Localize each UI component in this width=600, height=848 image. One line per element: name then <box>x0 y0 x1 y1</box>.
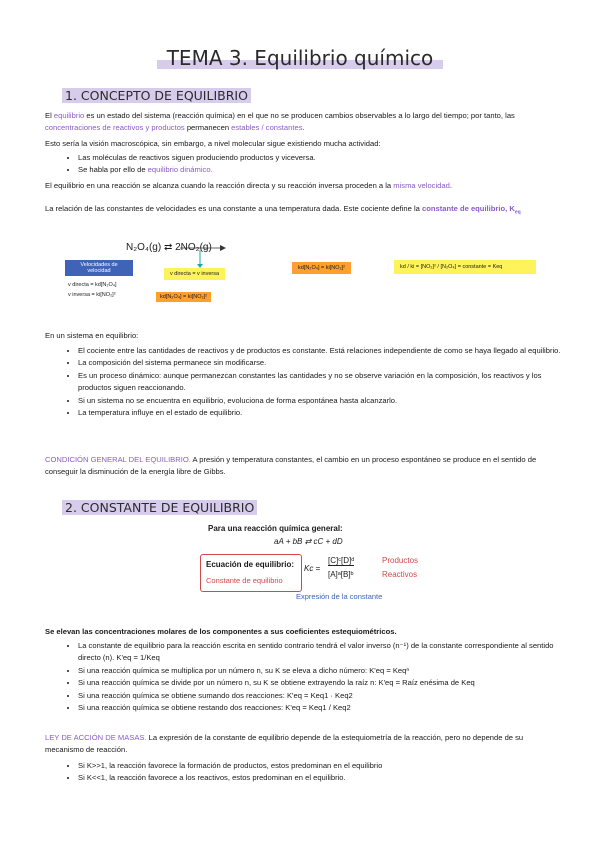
kc-figure <box>200 524 430 610</box>
productos-label: Productos <box>382 556 419 565</box>
yellow-equality: v directa = v inversa <box>164 268 225 280</box>
kc-denominator: [A]ᵃ[B]ᵇ <box>328 570 354 579</box>
double-arrow-icon <box>160 238 230 268</box>
list-item: • La temperatura influye en el estado de equilibrio. <box>78 407 568 419</box>
list-item: • La constante de equilibrio para la reacción escrita en sentido contrario tendrá el valor inverso (n⁻¹) de la constante correspondiente al sentido directo (n). K'eq = 1/Keq <box>78 640 568 665</box>
paragraph-keq: La relación de las constantes de velocidades es una constante a una temperatura dada. Este cociente define la constante de equilibrio, $K_{eq}$ <box>45 204 521 216</box>
equation-label: Ecuación de equilibrio: <box>206 560 295 569</box>
reactivos-label: Reactivos <box>382 570 418 579</box>
eq-inverse: v inversa = ki[NO₂]² <box>68 292 116 298</box>
list-item: • Si una reacción química se divide por un número n, su K se obtiene extrayendo la raíz n: K'eq = Raíz enésima de Keq <box>78 677 568 689</box>
equilibrium-figure <box>60 238 540 310</box>
list-item: • Si una reacción química se obtiene sumando dos reacciones: K'eq = Keq1 · Keq2 <box>78 690 568 702</box>
paragraph-en-equilibrio: En un sistema en equilibrio: <box>45 331 139 340</box>
keq-expression: kd / ki = [NO₂]² / [N₂O₄] = constante = Keq <box>394 260 536 274</box>
list-item: • La composición del sistema permanece sin modificarse. <box>78 357 568 369</box>
list-properties <box>62 345 568 419</box>
list-item: • Si K>>1, la reacción favorece la formación de productos, estos predominan en el equilibrio <box>78 760 568 772</box>
paragraph-ley: LEY DE ACCIÓN DE MASAS. La expresión de la constante de equilibrio depende de la estequiometría de la reacción, pero no depende de su mecanismo de reacción. <box>45 733 524 755</box>
reaction-text: N₂O₄(g) ⇄ 2NO₂(g) <box>126 242 212 253</box>
list-item: • Las moléculas de reactivos siguen produciendo productos y viceversa. <box>78 152 568 164</box>
list-item: • Si una reacción química se obtiene restando dos reacciones: K'eq = Keq1 / Keq2 <box>78 702 568 714</box>
list-item: • Si K<<1, la reacción favorece a los reactivos, estos predominan en el equilibrio. <box>78 772 568 784</box>
expression-label: Expresión de la constante <box>296 592 383 601</box>
list-item: • Si un sistema no se encuentra en equilibrio, evoluciona de forma espontánea hasta alcanzarlo. <box>78 395 568 407</box>
page-title: TEMA 3. Equilibrio químico <box>0 46 600 70</box>
list-k <box>62 760 568 785</box>
list-item: • Es un proceso dinámico: aunque permanezcan constantes las cantidades y no se observe variación en la composición, los reactivos y los productos siguen reaccionando. <box>78 370 568 395</box>
paragraph-condicion: CONDICIÓN GENERAL DEL EQUILIBRIO. A presión y temperatura constantes, el cambio en un proceso espontáneo se produce en el sentido de conseguir la disminución de la energía libre de Gibbs. <box>45 455 537 477</box>
general-reaction-label: Para una reacción química general: <box>208 524 343 533</box>
eq-direct: v directa = kd[N₂O₄] <box>68 282 117 288</box>
kc-symbol: Kc = <box>304 564 321 573</box>
paragraph-velocity: El equilibrio en una reacción se alcanza cuando la reacción directa y su reacción inversa proceden a la misma velocidad. <box>45 181 452 190</box>
list-dynamic <box>62 152 568 177</box>
kc-numerator: [C]ᶜ[D]ᵈ <box>328 556 355 565</box>
section-heading-2: 2. CONSTANTE DE EQUILIBRIO <box>62 500 257 515</box>
paragraph-macroscopic: Esto sería la visión macroscópica, sin embargo, a nivel molecular sigue existiendo mucha actividad: <box>45 139 381 148</box>
section-heading-1: 1. CONCEPTO DE EQUILIBRIO <box>62 88 251 103</box>
velocity-box: Velocidades de velocidad <box>65 260 133 276</box>
list-item: • El cociente entre las cantidades de reactivos y de productos es constante. Está relaciones independiente de como se haya llegado al equilibrio. <box>78 345 568 357</box>
orange-equality: kd[N₂O₄] = ki[NO₂]² <box>292 262 351 274</box>
list-rules <box>62 640 568 714</box>
general-reaction: aA + bB ⇄ cC + dD <box>274 537 343 546</box>
list-item: • Se habla por ello de equilibrio dinámico. <box>78 164 568 176</box>
orange-equality-mid: kd[N₂O₄] = ki[NO₂]² <box>156 292 211 302</box>
list-item: • Si una reacción química se multiplica por un número n, su K se eleva a dicho número: K'eq = Keqⁿ <box>78 665 568 677</box>
paragraph-equilibrio: El equilibrio es un estado del sistema (reacción química) en el que no se producen cambios observables a lo largo del tiempo; por tanto, las concentraciones de reactivos y productos permanecen estables / constantes. <box>45 111 515 133</box>
constant-label: Constante de equilibrio <box>206 576 283 585</box>
paragraph-elevan: Se elevan las concentraciones molares de los componentes a sus coeficientes estequiométricos. <box>45 627 397 636</box>
